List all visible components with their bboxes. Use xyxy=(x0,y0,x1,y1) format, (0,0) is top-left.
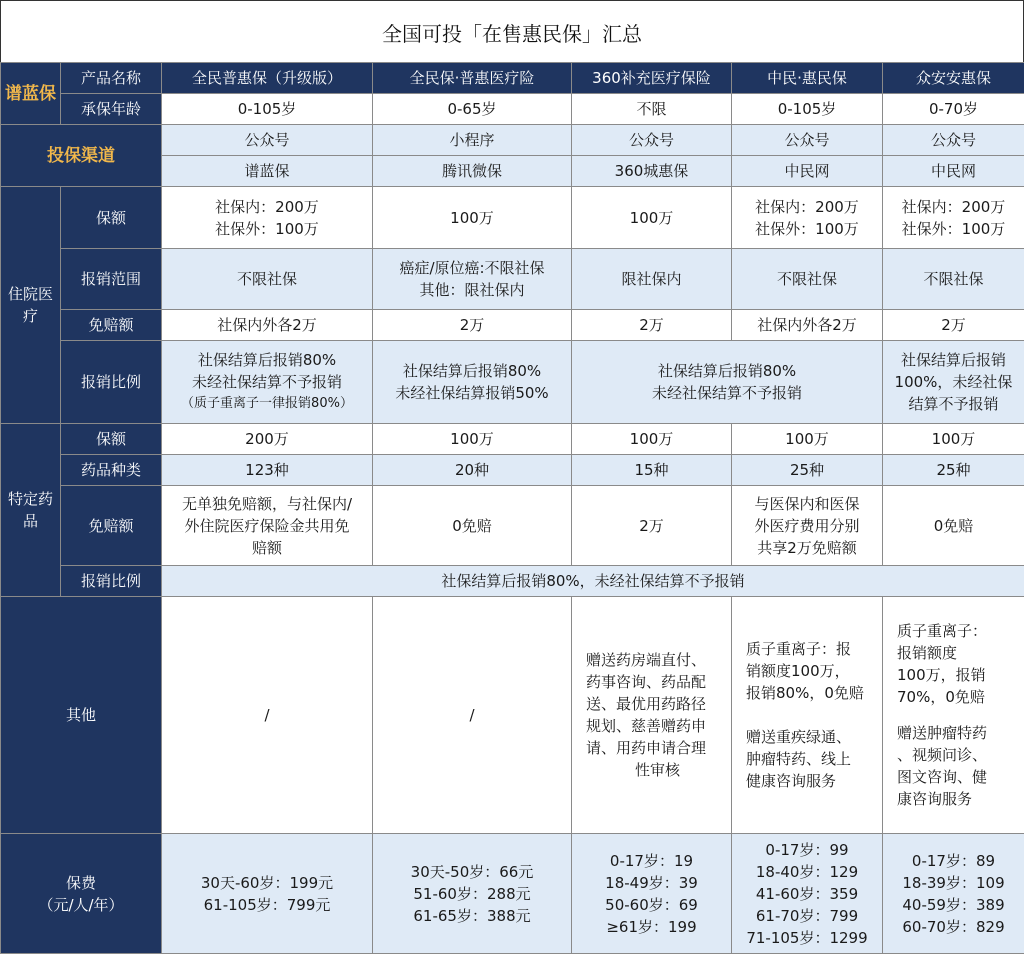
hospital-scope-row xyxy=(1,249,1024,310)
cell-line: 18-49岁：39 xyxy=(574,872,729,894)
drug-deductible-3: 2万 xyxy=(572,486,732,566)
channel-name-1: 谱蓝保 xyxy=(162,156,373,187)
drug-kinds-5: 25种 xyxy=(883,455,1024,486)
drug-deductible-2: 0免赔 xyxy=(373,486,572,566)
channel-type-5: 公众号 xyxy=(883,125,1024,156)
cell-line: 未经社保结算不予报销 xyxy=(574,382,880,404)
comparison-table xyxy=(0,62,1024,954)
cell-line: 70%，0免赔 xyxy=(897,686,1022,708)
cell-line: 0-17岁：99 xyxy=(734,839,880,861)
spacer xyxy=(746,704,880,726)
cell-line: 18-40岁：129 xyxy=(734,861,880,883)
premium-row xyxy=(1,834,1024,954)
hospital-ratio-1 xyxy=(162,341,373,424)
drug-coverage-1: 200万 xyxy=(162,424,373,455)
hospital-scope-label: 报销范围 xyxy=(61,249,162,310)
product-name-5: 众安安惠保 xyxy=(883,63,1024,94)
age-value-5: 0-70岁 xyxy=(883,94,1024,125)
hospital-deductible-4: 社保内外各2万 xyxy=(732,310,883,341)
cell-line: 社保结算后报销80% xyxy=(164,349,370,371)
cell-line: 61-70岁：799 xyxy=(734,905,880,927)
other-5 xyxy=(883,597,1024,834)
cell-line: 性审核 xyxy=(586,759,729,781)
product-name-label: 产品名称 xyxy=(61,63,162,94)
hospital-ratio-row xyxy=(1,341,1024,424)
age-value-1: 0-105岁 xyxy=(162,94,373,125)
premium-label xyxy=(1,834,162,954)
hospital-deductible-5: 2万 xyxy=(883,310,1024,341)
cell-line: 71-105岁：1299 xyxy=(734,927,880,949)
cell-line: 无单独免赔额，与社保内/ xyxy=(164,493,370,515)
cell-line: 0-17岁：19 xyxy=(574,850,729,872)
drug-deductible-1 xyxy=(162,486,373,566)
header-row xyxy=(1,63,1024,94)
cell-line: 61-65岁：388元 xyxy=(375,905,569,927)
cell-line: 康咨询服务 xyxy=(897,788,1022,810)
drug-kinds-2: 20种 xyxy=(373,455,572,486)
age-label: 承保年龄 xyxy=(61,94,162,125)
cell-line: 共享2万免赔额 xyxy=(734,537,880,559)
cell-line: 30天-50岁：66元 xyxy=(375,861,569,883)
channel-type-2: 小程序 xyxy=(373,125,572,156)
cell-line: 社保内：200万 xyxy=(734,196,880,218)
product-name-1: 全民普惠保（升级版） xyxy=(162,63,373,94)
brand-cell xyxy=(1,63,61,125)
cell-line: 社保结算后报销80% xyxy=(574,360,880,382)
page-title: 全国可投「在售惠民保」汇总 xyxy=(0,0,1024,63)
cell-line: 赠送药房端直付、 xyxy=(586,649,729,671)
age-value-4: 0-105岁 xyxy=(732,94,883,125)
cell-line: 社保结算后报销 xyxy=(885,349,1022,371)
cell-line: 18-39岁：109 xyxy=(885,872,1022,894)
drug-coverage-label: 保额 xyxy=(61,424,162,455)
cell-line: 未经社保结算报销50% xyxy=(375,382,569,404)
drug-ratio-row xyxy=(1,566,1024,597)
hospital-coverage-label: 保额 xyxy=(61,187,162,249)
drug-coverage-5: 100万 xyxy=(883,424,1024,455)
cell-line: 30天-60岁：199元 xyxy=(164,872,370,894)
premium-3 xyxy=(572,834,732,954)
cell-line: 41-60岁：359 xyxy=(734,883,880,905)
other-1: / xyxy=(162,597,373,834)
hospital-section-label: 住院医疗 xyxy=(1,187,61,424)
hospital-scope-1: 不限社保 xyxy=(162,249,373,310)
hospital-coverage-row xyxy=(1,187,1024,249)
brand-label: 谱蓝保 xyxy=(3,83,58,105)
cell-line: 肿瘤特药、线上 xyxy=(746,748,880,770)
cell-line: 60-70岁：829 xyxy=(885,916,1022,938)
cell-line: 50-60岁：69 xyxy=(574,894,729,916)
drug-kinds-4: 25种 xyxy=(732,455,883,486)
cell-line: 0-17岁：89 xyxy=(885,850,1022,872)
drug-coverage-4: 100万 xyxy=(732,424,883,455)
cell-line: 药事咨询、药品配 xyxy=(586,671,729,693)
drug-coverage-row xyxy=(1,424,1024,455)
premium-2 xyxy=(373,834,572,954)
drug-kinds-1: 123种 xyxy=(162,455,373,486)
cell-line: 社保内：200万 xyxy=(885,196,1022,218)
drug-deductible-row xyxy=(1,486,1024,566)
cell-line: 100万，报销 xyxy=(897,664,1022,686)
cell-line: 规划、慈善赠药申 xyxy=(586,715,729,737)
other-row xyxy=(1,597,1024,834)
other-4 xyxy=(732,597,883,834)
cell-line: 报销80%，0免赔 xyxy=(746,682,880,704)
channel-name-4: 中民网 xyxy=(732,156,883,187)
drug-ratio-value: 社保结算后报销80%，未经社保结算不予报销 xyxy=(162,566,1024,597)
cell-line: ≥61岁：199 xyxy=(574,916,729,938)
drug-kinds-row xyxy=(1,455,1024,486)
age-value-2: 0-65岁 xyxy=(373,94,572,125)
cell-line: 40-59岁：389 xyxy=(885,894,1022,916)
cell-line: （质子重离子一律报销80%） xyxy=(164,393,370,415)
premium-5 xyxy=(883,834,1024,954)
channel-label: 投保渠道 xyxy=(1,125,162,187)
hospital-deductible-2: 2万 xyxy=(373,310,572,341)
cell-line: 与医保内和医保 xyxy=(734,493,880,515)
premium-1 xyxy=(162,834,373,954)
hospital-ratio-2 xyxy=(373,341,572,424)
cell-line: 社保外：100万 xyxy=(164,218,370,240)
hospital-ratio-5 xyxy=(883,341,1024,424)
cell-line: 51-60岁：288元 xyxy=(375,883,569,905)
hospital-scope-2 xyxy=(373,249,572,310)
age-row xyxy=(1,94,1024,125)
cell-line: 外住院医疗保险金共用免 xyxy=(164,515,370,537)
product-name-4: 中民·惠民保 xyxy=(732,63,883,94)
cell-line: 赠送重疾绿通、 xyxy=(746,726,880,748)
hospital-scope-4: 不限社保 xyxy=(732,249,883,310)
product-name-3: 360补充医疗保险 xyxy=(572,63,732,94)
hospital-deductible-1: 社保内外各2万 xyxy=(162,310,373,341)
hospital-deductible-row xyxy=(1,310,1024,341)
cell-line: 61-105岁：799元 xyxy=(164,894,370,916)
hospital-scope-3: 限社保内 xyxy=(572,249,732,310)
channel-type-3: 公众号 xyxy=(572,125,732,156)
cell-line: 未经社保结算不予报销 xyxy=(164,371,370,393)
channel-type-4: 公众号 xyxy=(732,125,883,156)
other-2: / xyxy=(373,597,572,834)
cell-line: 、视频问诊、 xyxy=(897,744,1022,766)
cell-line: 癌症/原位癌:不限社保 xyxy=(375,257,569,279)
cell-line: 赔额 xyxy=(164,537,370,559)
cell-line: 其他：限社保内 xyxy=(375,279,569,301)
cell-line: 健康咨询服务 xyxy=(746,770,880,792)
spacer xyxy=(897,708,1022,722)
other-label: 其他 xyxy=(1,597,162,834)
channel-type-1: 公众号 xyxy=(162,125,373,156)
drug-section-label: 特定药品 xyxy=(1,424,61,597)
other-3 xyxy=(572,597,732,834)
cell-line: 社保内：200万 xyxy=(164,196,370,218)
drug-kinds-3: 15种 xyxy=(572,455,732,486)
cell-line: 社保外：100万 xyxy=(885,218,1022,240)
drug-deductible-label: 免赔额 xyxy=(61,486,162,566)
drug-deductible-5: 0免赔 xyxy=(883,486,1024,566)
cell-line: 送、最优用药路径 xyxy=(586,693,729,715)
drug-ratio-label: 报销比例 xyxy=(61,566,162,597)
hospital-coverage-4 xyxy=(732,187,883,249)
cell-line: 质子重离子： xyxy=(897,620,1022,642)
drug-deductible-4 xyxy=(732,486,883,566)
channel-name-2: 腾讯微保 xyxy=(373,156,572,187)
cell-line: 请、用药申请合理 xyxy=(586,737,729,759)
cell-line: 外医疗费用分别 xyxy=(734,515,880,537)
cell-line: 销额度100万， xyxy=(746,660,880,682)
hospital-deductible-3: 2万 xyxy=(572,310,732,341)
cell-line: 100%，未经社保 xyxy=(885,371,1022,393)
drug-coverage-2: 100万 xyxy=(373,424,572,455)
cell-line: 图文咨询、健 xyxy=(897,766,1022,788)
drug-kinds-label: 药品种类 xyxy=(61,455,162,486)
hospital-ratio-3-4 xyxy=(572,341,883,424)
hospital-ratio-label: 报销比例 xyxy=(61,341,162,424)
cell-line: 报销额度 xyxy=(897,642,1022,664)
channel-name-5: 中民网 xyxy=(883,156,1024,187)
product-name-2: 全民保·普惠医疗险 xyxy=(373,63,572,94)
hospital-coverage-1 xyxy=(162,187,373,249)
cell-line: （元/人/年） xyxy=(3,894,159,916)
cell-line: 质子重离子：报 xyxy=(746,638,880,660)
hospital-coverage-2: 100万 xyxy=(373,187,572,249)
age-value-3: 不限 xyxy=(572,94,732,125)
channel-name-3: 360城惠保 xyxy=(572,156,732,187)
cell-line: 保费 xyxy=(3,872,159,894)
cell-line: 结算不予报销 xyxy=(885,393,1022,415)
hospital-coverage-5 xyxy=(883,187,1024,249)
hospital-coverage-3: 100万 xyxy=(572,187,732,249)
cell-line: 社保外：100万 xyxy=(734,218,880,240)
cell-line: 赠送肿瘤特药 xyxy=(897,722,1022,744)
cell-line: 社保结算后报销80% xyxy=(375,360,569,382)
hospital-scope-5: 不限社保 xyxy=(883,249,1024,310)
channel-type-row xyxy=(1,125,1024,156)
hospital-deductible-label: 免赔额 xyxy=(61,310,162,341)
premium-4 xyxy=(732,834,883,954)
drug-coverage-3: 100万 xyxy=(572,424,732,455)
